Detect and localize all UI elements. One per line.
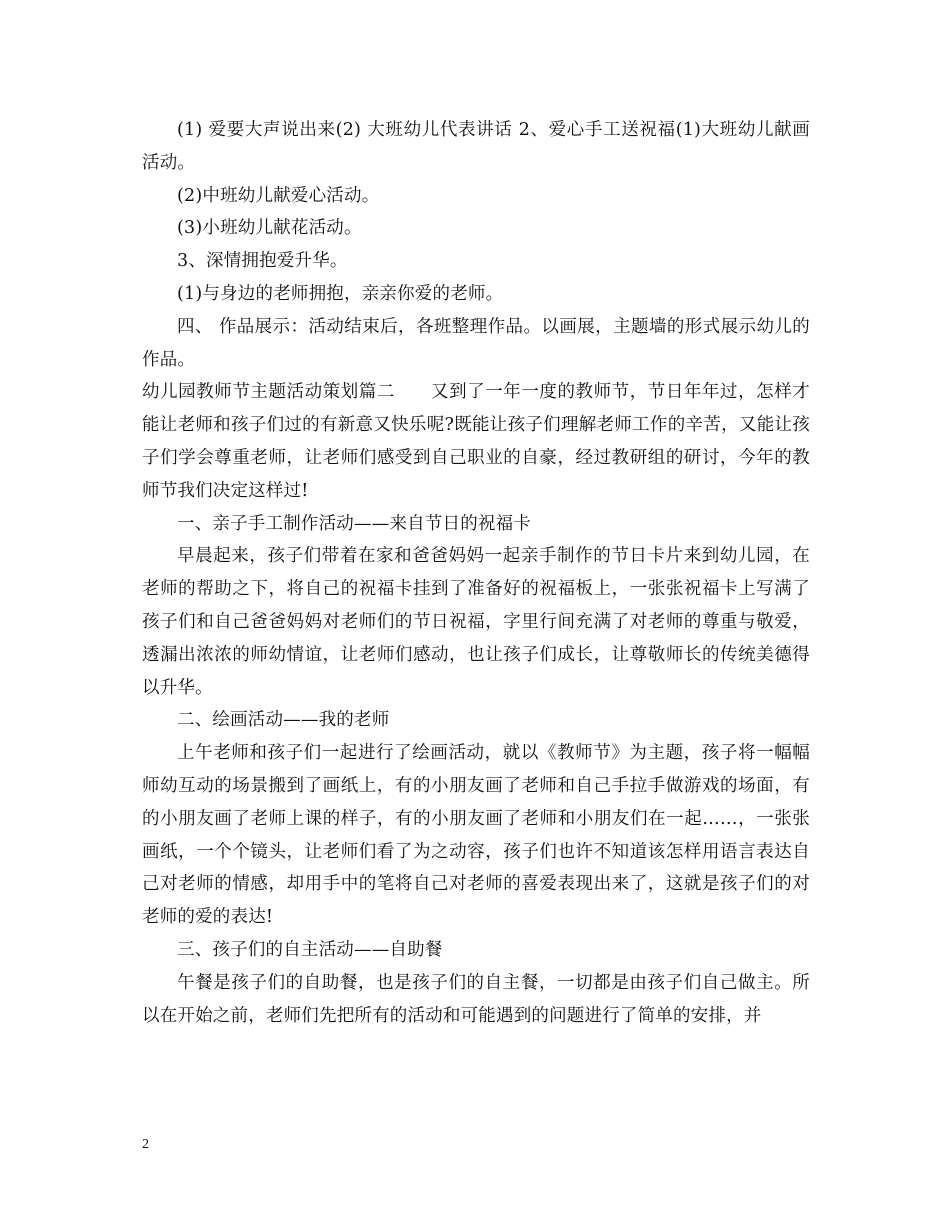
paragraph: 3、深情拥抱爱升华。 bbox=[177, 251, 348, 272]
section-heading: 三、孩子们的自主活动——自助餐 bbox=[177, 939, 443, 960]
paragraph: (2)中班幼儿献爱心活动。 bbox=[177, 185, 380, 206]
paragraph: (1)与身边的老师拥抱，亲亲你爱的老师。 bbox=[177, 283, 504, 304]
paragraph: (3)小班幼儿献花活动。 bbox=[177, 218, 362, 239]
paragraph: 早晨起来，孩子们带着在家和爸爸妈妈一起亲手制作的节日卡片来到幼儿园，在老师的帮助之下，将自己的祝福卡挂到了准备好的祝福板上，一张张祝福卡上写满了孩子们和自己爸爸妈妈对老师们的节日祝福，字里行间充满了对老师的尊重与敬爱，透漏出浓浓的师幼情谊，让老师们感动，也让孩子们成长，让尊敬师长的传统美德得以升华。 bbox=[142, 546, 810, 698]
paragraph: 幼儿园教师节主题活动策划篇二 又到了一年一度的教师节，节日年年过，怎样才能让老师和孩子们过的有新意又快乐呢?既能让孩子们理解老师工作的辛苦，又能让孩子们学会尊重老师，让老师们感受到自己职业的自豪，经过教研组的研讨，今年的教师节我们决定这样过! bbox=[142, 382, 810, 501]
page-number: 2 bbox=[142, 1137, 149, 1152]
paragraph: 四、 作品展示：活动结束后，各班整理作品。以画展，主题墙的形式展示幼儿的作品。 bbox=[142, 316, 810, 370]
section-heading: 二、绘画活动——我的老师 bbox=[177, 710, 390, 731]
paragraph: (1) 爱要大声说出来(2) 大班幼儿代表讲话 2、爱心手工送祝福(1)大班幼儿献画活动。 bbox=[142, 120, 810, 173]
section-heading: 一、亲子手工制作活动——来自节日的祝福卡 bbox=[177, 513, 531, 534]
paragraph: 午餐是孩子们的自助餐，也是孩子们的自主餐，一切都是由孩子们自己做主。所以在开始之前，老师们先把所有的活动和可能遇到的问题进行了简单的安排，并 bbox=[142, 972, 810, 1026]
paragraph: 上午老师和孩子们一起进行了绘画活动，就以《教师节》为主题，孩子将一幅幅师幼互动的场景搬到了画纸上，有的小朋友画了老师和自己手拉手做游戏的场面，有的小朋友画了老师上课的样子，有的小朋友画了老师和小朋友们在一起……，一张张画纸，一个个镜头，让老师们看了为之动容，孩子们也许不知道该怎样用语言表达自己对老师的情感，却用手中的笔将自己对老师的喜爱表现出来了，这就是孩子们的对老师的爱的表达! bbox=[142, 743, 810, 928]
document-body bbox=[142, 114, 810, 1032]
